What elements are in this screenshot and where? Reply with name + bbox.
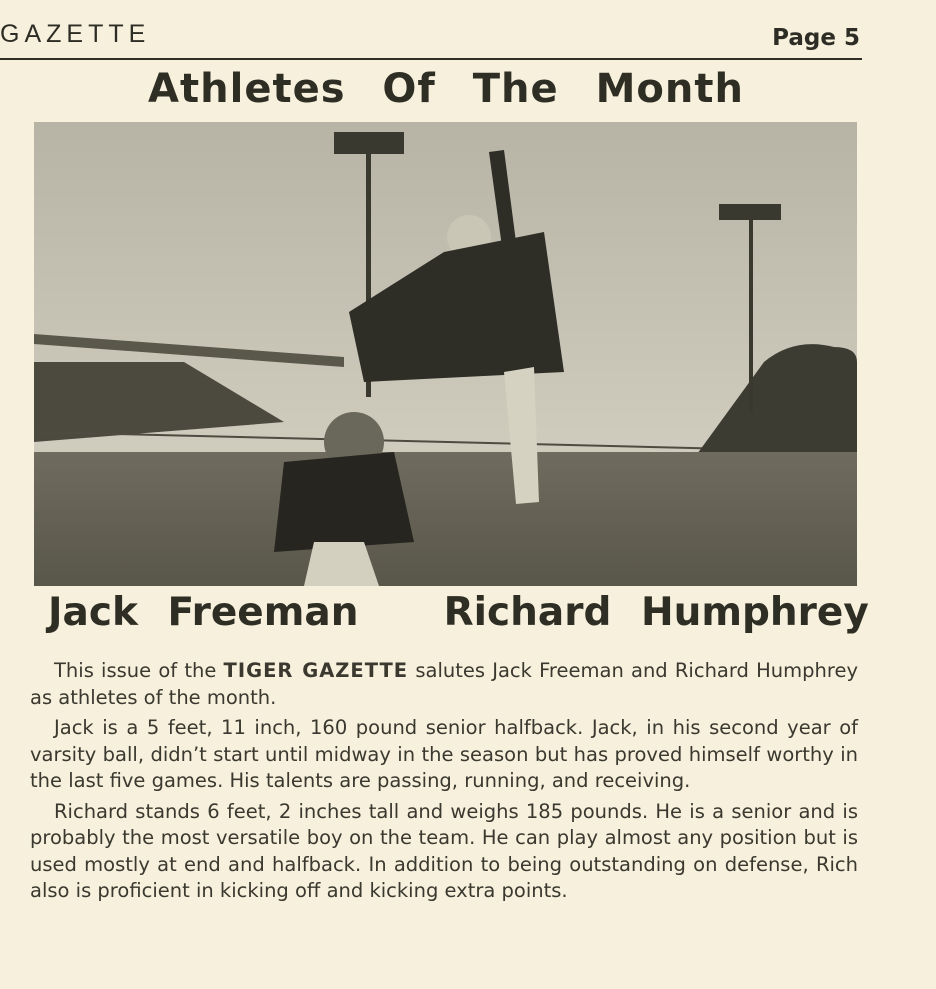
page-number: Page 5: [772, 25, 860, 51]
headline: Athletes Of The Month: [148, 66, 744, 112]
article-body: [30, 658, 858, 909]
athlete-names: [48, 590, 868, 635]
article-paragraph-2: Jack is a 5 feet, 11 inch, 160 pound senior halfback. Jack, in his second year of varsity ball, didn’t start until midway in the season but has proved himself worthy in the last five games. His talents are passing, running, and receiving.: [30, 716, 858, 792]
masthead: [0, 20, 862, 60]
article-paragraph-3: Richard stands 6 feet, 2 inches tall and weighs 185 pounds. He is a senior and is probably the most versatile boy on the team. He can play almost any position but is used mostly at end and halfback. In addition to being outstanding on defense, Rich also is proficient in kicking off and kicking extra points.: [30, 799, 858, 902]
article-paragraph-1: This issue of the TIGER GAZETTE salutes Jack Freeman and Richard Humphrey as athletes of the month.: [30, 659, 858, 709]
photo-image-icon: [34, 122, 857, 586]
athletes-photo: [34, 122, 857, 586]
athlete-name-1: Jack Freeman: [48, 590, 359, 635]
publication-name: GAZETTE: [0, 20, 151, 48]
publication-mention: TIGER GAZETTE: [223, 659, 409, 682]
athlete-name-2: Richard Humphrey: [443, 590, 869, 635]
